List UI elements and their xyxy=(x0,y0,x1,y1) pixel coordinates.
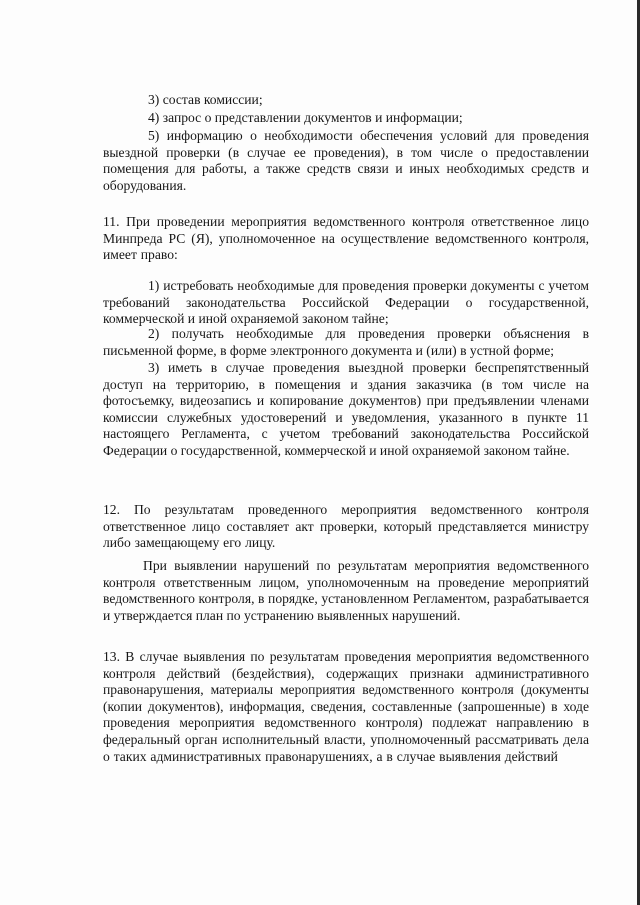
paragraph-11-item-3: 3) иметь в случае проведения выездной проверки беспрепятственный доступ на территорию, в помещения и здания заказчика (в том числе на фотосъемку, видеозапись и копирование документов) при предъявлении членами комиссии служебных удостоверений и уведомления, указанного в пункте 11 настоящего Регламента, с учетом требований законодательства Российской Федерации о государственной, коммерческой и иной охраняемой законом тайне. xyxy=(103,360,589,458)
paragraph-13: 13. В случае выявления по результатам проведения мероприятия ведомственного контроля действий (бездействия), содержащих признаки административного правонарушения, материалы мероприятия ведомственного контроля (документы (копии документов), информация, сведения, составленные (запрошенные) в ходе проведения мероприятия ведомственного контроля) подлежат направлению в федеральный орган исполнительный власти, уполномоченный рассматривать дела о таких административных правонарушениях, а в случае выявления действий xyxy=(103,649,589,764)
paragraph-11-item-2: 2) получать необходимые для проведения проверки объяснения в письменной форме, в форме электронного документа и (или) в устной форме; xyxy=(103,326,589,358)
paragraph-12-plan: При выявлении нарушений по результатам мероприятия ведомственного контроля ответственным лицом, уполномоченным на проведение мероприятий ведомственного контроля, в порядке, установленном Регламентом, разрабатывается и утверждается план по устранению выявленных нарушений. xyxy=(103,558,589,623)
paragraph-11: 11. При проведении мероприятия ведомственного контроля ответственное лицо Минпреда РС (Я), уполномоченное на осуществление ведомственного контроля, имеет право: xyxy=(103,214,589,263)
paragraph-12: 12. По результатам проведенного мероприятия ведомственного контроля ответственное лицо составляет акт проверки, который представляется министру либо замещающему его лицу. xyxy=(103,502,589,551)
list-item-3: 3) состав комиссии; xyxy=(148,92,263,107)
paragraph-11-item-1: 1) истребовать необходимые для проведения проверки документы с учетом требований законодательства Российской Федерации о государственной, коммерческой и иной охраняемой законом тайне; xyxy=(103,278,589,327)
list-item-5: 5) информацию о необходимости обеспечения условий для проведения выездной проверки (в случае ее проведения), в том числе о предоставлении помещения для работы, а также средств связи и иных необходимых средств и оборудования. xyxy=(103,128,589,193)
list-item-4: 4) запрос о представлении документов и информации; xyxy=(148,110,463,125)
